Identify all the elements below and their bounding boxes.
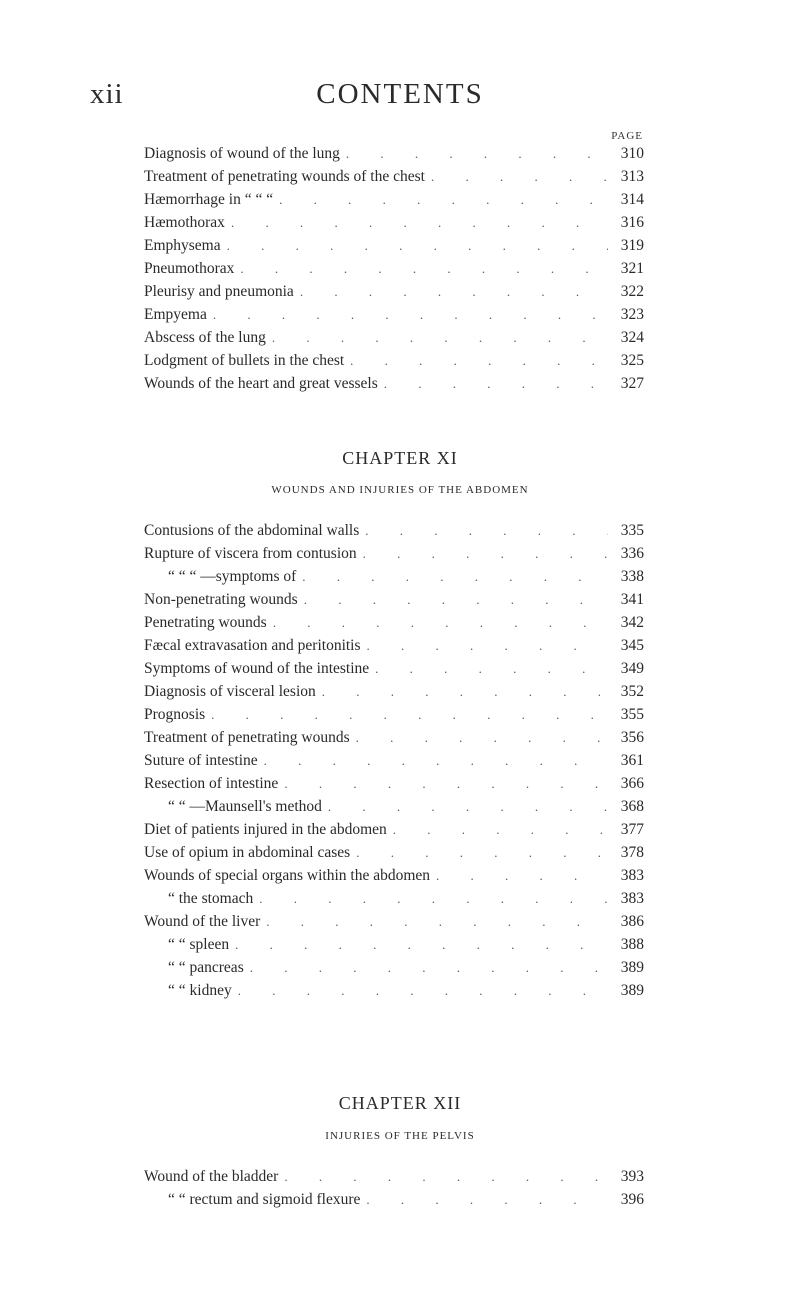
toc-entry-page: 316 — [620, 214, 644, 231]
toc-entry-title: Suture of intestine — [144, 752, 258, 769]
page-header — [0, 78, 800, 118]
toc-entry-title: Treatment of penetrating wounds of the chest — [144, 168, 425, 185]
toc-entry — [144, 542, 644, 565]
toc-entry-title: Rupture of viscera from contusion — [144, 545, 357, 562]
dot-leader — [284, 1165, 608, 1188]
dot-leader — [250, 956, 608, 979]
chapter-subtitle-xi: WOUNDS AND INJURIES OF THE ABDOMEN — [271, 484, 529, 496]
toc-entry-title: Diagnosis of visceral lesion — [144, 683, 316, 700]
toc-chapter-xii — [144, 1165, 644, 1211]
toc-entry-title: “ “ rectum and sigmoid flexure — [168, 1191, 361, 1208]
toc-entry-title: Wound of the liver — [144, 913, 261, 930]
chapter-subtitle-xii: INJURIES OF THE PELVIS — [325, 1130, 475, 1142]
toc-entry — [144, 772, 644, 795]
toc-entry-title: Pleurisy and pneumonia — [144, 283, 294, 300]
dot-leader — [211, 703, 608, 726]
toc-entry-page: 356 — [620, 729, 644, 746]
toc-entry-page: 327 — [620, 375, 644, 392]
toc-entry-page: 324 — [620, 329, 644, 346]
toc-entry-title: “ “ kidney — [168, 982, 232, 999]
toc-entry-page: 342 — [620, 614, 644, 631]
toc-entry-page: 325 — [620, 352, 644, 369]
toc-entry-page: 393 — [620, 1168, 644, 1185]
toc-entry-title: Non-penetrating wounds — [144, 591, 298, 608]
page-folio: xii — [90, 78, 124, 110]
toc-entry — [144, 887, 644, 910]
toc-entry-page: 368 — [620, 798, 644, 815]
chapter-heading-xii: CHAPTER XII — [338, 1093, 462, 1113]
toc-entry-title: Hæmothorax — [144, 214, 225, 231]
toc-entry — [144, 657, 644, 680]
toc-entry — [144, 188, 644, 211]
toc-entry-page: 389 — [620, 982, 644, 999]
toc-entry — [144, 303, 644, 326]
toc-entry-title: Diet of patients injured in the abdomen — [144, 821, 387, 838]
toc-entry — [144, 956, 644, 979]
dot-leader — [264, 749, 608, 772]
toc-entry-page: 383 — [620, 867, 644, 884]
toc-entry — [144, 1188, 644, 1211]
toc-entry-title: Wound of the bladder — [144, 1168, 279, 1185]
toc-entry — [144, 910, 644, 933]
dot-leader — [272, 326, 608, 349]
toc-entry-page: 383 — [620, 890, 644, 907]
toc-entry — [144, 726, 644, 749]
dot-leader — [266, 910, 608, 933]
dot-leader — [363, 542, 608, 565]
toc-section-chest — [144, 142, 644, 395]
toc-entry — [144, 349, 644, 372]
toc-entry-page: 313 — [620, 168, 644, 185]
running-title: CONTENTS — [316, 78, 484, 110]
dot-leader — [213, 303, 608, 326]
toc-entry-title: “ “ —Maunsell's method — [168, 798, 322, 815]
dot-leader — [304, 588, 608, 611]
toc-entry-title: Wounds of special organs within the abdomen — [144, 867, 431, 884]
toc-entry — [144, 818, 644, 841]
dot-leader — [238, 979, 608, 1002]
toc-entry-title: Use of opium in abdominal cases — [144, 844, 351, 861]
toc-entry-page: 319 — [620, 237, 644, 254]
dot-leader — [356, 841, 608, 864]
dot-leader — [384, 372, 608, 395]
toc-entry — [144, 280, 644, 303]
toc-entry-title: “ the stomach — [168, 890, 254, 907]
toc-entry-title: “ “ pancreas — [168, 959, 244, 976]
toc-entry — [144, 326, 644, 349]
toc-entry — [144, 372, 644, 395]
dot-leader — [279, 188, 608, 211]
toc-entry-title: Treatment of penetrating wounds — [144, 729, 350, 746]
dot-leader — [367, 634, 608, 657]
toc-entry — [144, 588, 644, 611]
toc-entry-title: Empyema — [144, 306, 207, 323]
toc-entry-page: 377 — [620, 821, 644, 838]
toc-entry-title: Emphysema — [144, 237, 221, 254]
toc-entry-page: 396 — [620, 1191, 644, 1208]
toc-entry-title: Pneumothorax — [144, 260, 235, 277]
toc-entry-title: Lodgment of bullets in the chest — [144, 352, 345, 369]
toc-entry-page: 388 — [620, 936, 644, 953]
dot-leader — [240, 257, 608, 280]
toc-entry-page: 345 — [620, 637, 644, 654]
toc-entry — [144, 979, 644, 1002]
toc-entry-title: “ “ “ —symptoms of — [168, 568, 297, 585]
toc-entry — [144, 257, 644, 280]
toc-entry-page: 386 — [620, 913, 644, 930]
toc-entry — [144, 680, 644, 703]
toc-entry-page: 323 — [620, 306, 644, 323]
dot-leader — [259, 887, 608, 910]
dot-leader — [356, 726, 608, 749]
dot-leader — [436, 864, 608, 887]
toc-entry-title: Diagnosis of wound of the lung — [144, 145, 340, 162]
toc-entry — [144, 211, 644, 234]
dot-leader — [431, 165, 608, 188]
toc-entry — [144, 234, 644, 257]
dot-leader — [328, 795, 608, 818]
toc-entry-page: 355 — [620, 706, 644, 723]
toc-entry-page: 321 — [620, 260, 644, 277]
toc-entry-page: 314 — [620, 191, 644, 208]
toc-entry — [144, 165, 644, 188]
dot-leader — [300, 280, 608, 303]
toc-entry — [144, 933, 644, 956]
chapter-heading-xi: CHAPTER XI — [342, 448, 458, 468]
toc-entry — [144, 1165, 644, 1188]
dot-leader — [273, 611, 608, 634]
toc-entry-page: 352 — [620, 683, 644, 700]
toc-entry-title: Prognosis — [144, 706, 206, 723]
toc-entry-page: 361 — [620, 752, 644, 769]
toc-entry-title: Wounds of the heart and great vessels — [144, 375, 378, 392]
toc-entry-page: 338 — [620, 568, 644, 585]
toc-entry-title: Contusions of the abdominal walls — [144, 522, 360, 539]
dot-leader — [284, 772, 608, 795]
dot-leader — [346, 142, 608, 165]
toc-entry-page: 335 — [620, 522, 644, 539]
toc-entry-page: 349 — [620, 660, 644, 677]
dot-leader — [302, 565, 608, 588]
toc-entry-title: “ “ spleen — [168, 936, 230, 953]
toc-entry — [144, 864, 644, 887]
toc-entry — [144, 749, 644, 772]
toc-entry — [144, 611, 644, 634]
toc-entry-title: Symptoms of wound of the intestine — [144, 660, 370, 677]
toc-entry-page: 378 — [620, 844, 644, 861]
dot-leader — [365, 519, 608, 542]
toc-entry-page: 366 — [620, 775, 644, 792]
toc-entry-title: Penetrating wounds — [144, 614, 267, 631]
dot-leader — [366, 1188, 608, 1211]
toc-entry-page: 389 — [620, 959, 644, 976]
dot-leader — [235, 933, 608, 956]
toc-entry-page: 322 — [620, 283, 644, 300]
toc-entry-title: Hæmorrhage in “ “ “ — [144, 191, 274, 208]
toc-entry — [144, 519, 644, 542]
toc-entry — [144, 634, 644, 657]
page-column-label: PAGE — [611, 130, 643, 142]
toc-entry-page: 341 — [620, 591, 644, 608]
toc-entry-page: 310 — [620, 145, 644, 162]
toc-entry — [144, 142, 644, 165]
toc-entry-page: 336 — [620, 545, 644, 562]
toc-entry — [144, 565, 644, 588]
toc-entry — [144, 841, 644, 864]
toc-entry-title: Fæcal extravasation and peritonitis — [144, 637, 361, 654]
dot-leader — [350, 349, 608, 372]
dot-leader — [227, 234, 608, 257]
toc-entry — [144, 703, 644, 726]
toc-entry — [144, 795, 644, 818]
toc-chapter-xi — [144, 519, 644, 1002]
toc-entry-title: Resection of intestine — [144, 775, 279, 792]
dot-leader — [231, 211, 608, 234]
dot-leader — [393, 818, 608, 841]
dot-leader — [375, 657, 608, 680]
toc-entry-title: Abscess of the lung — [144, 329, 266, 346]
dot-leader — [322, 680, 608, 703]
